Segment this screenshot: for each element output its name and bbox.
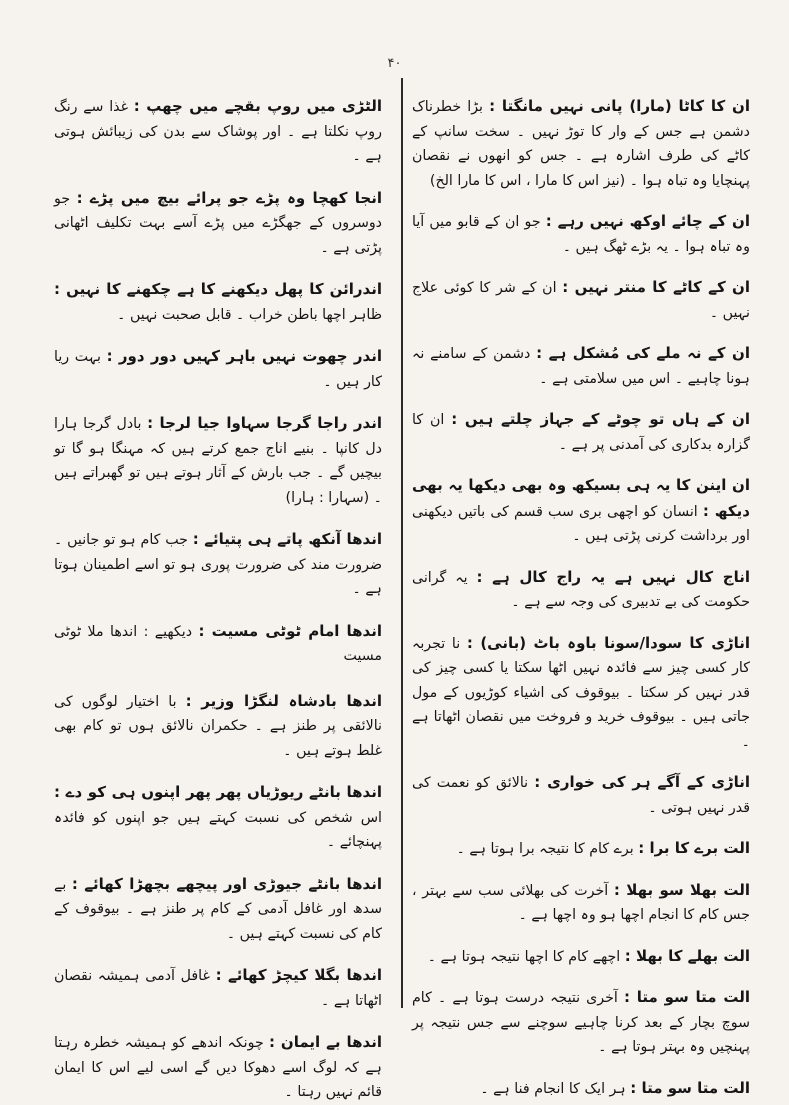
dictionary-entry — [412, 209, 750, 259]
entry-definition: چونکہ اندھے کو ہمیشہ خطرہ رہتا ہے کہ لوگ اسے دھوکا دیں گے اسی لیے اس کا ایمان قائم نہیں رہتا ۔ — [54, 1035, 382, 1101]
entry-headword: اندر چھوت نہیں باہر کہیں دور دور : — [106, 347, 382, 366]
dictionary-entry — [412, 836, 750, 862]
dictionary-entry — [412, 1076, 750, 1102]
entry-headword: اندھا بے ایمان : — [268, 1033, 382, 1052]
entry-definition: انسان کو اچھی بری سب قسم کی باتیں دیکھنی اور برداشت کرنی پڑتی ہیں ۔ — [412, 503, 750, 545]
entry-headword: اندھا امام ٹوٹی مسیت : — [198, 621, 382, 640]
dictionary-entry — [54, 344, 382, 394]
entry-headword: الت متا سو متا : — [630, 1078, 750, 1097]
entry-definition: آخری نتیجہ درست ہوتا ہے ۔ کام سوچ بچار کے بعد کرنا چاہیے سوچنے سے جس نتیجہ پر پہنچیں وہ بہتر ہوتا ہے ۔ — [412, 990, 750, 1056]
entry-definition: اچھے کام کا اچھا نتیجہ ہوتا ہے ۔ — [427, 948, 621, 965]
entry-headword: اناڑی کا سودا/سونا باوہ باٹ (بانی) : — [466, 633, 750, 652]
entry-definition: برے کام کا نتیجہ برا ہوتا ہے ۔ — [456, 841, 634, 858]
entry-definition: با اختیار لوگوں کی نالائقی پر طنز ہے ۔ حکمران نالائق ہوں تو کام بھی غلط ہوتے ہیں ۔ — [54, 693, 382, 759]
entry-definition: دشمن کے سامنے نہ ہونا چاہیے ۔ اس میں سلامتی ہے ۔ — [412, 346, 750, 387]
entry-definition: بڑا خطرناک دشمن ہے جس کے وار کا توڑ نہیں ۔ سخت سانپ کے کاٹے کی طرف اشارہ ہے ۔ جس کو انھوں نے نقصان پہنچایا وہ تباہ ہوا ۔ (نیز اس کا مارا ، اس کا مارا الخ) — [412, 99, 750, 189]
entry-definition: ان کے شر کا کوئی علاج نہیں ۔ — [412, 280, 750, 321]
entry-headword: اندھا بادشاہ لنگڑا وزیر : — [185, 691, 382, 710]
entry-headword: الت برے کا برا : — [638, 839, 750, 858]
entry-headword: الت بھلا سو بھلا : — [613, 880, 751, 899]
dictionary-entry — [412, 565, 750, 615]
entry-headword: اندھا بانٹے جیوڑی اور پیچھے بچھڑا کھائے : — [71, 874, 382, 893]
entry-definition: بے سدھ اور غافل آدمی کے کام پر طنز ہے ۔ بیوقوف کے کام کی نسبت کہتے ہیں ۔ — [54, 876, 382, 942]
entry-definition: نالائق کو نعمت کی قدر نہیں ہوتی ۔ — [412, 775, 750, 816]
entry-headword: اندھا آنکھ پاتے ہی پتیائے : — [192, 530, 382, 549]
entry-headword: اندھا بانٹے ریوڑیاں پھر پھر اپنوں ہی کو دے : — [54, 783, 382, 802]
entry-headword: اندھا بگلا کیچڑ کھائے : — [215, 966, 382, 985]
dictionary-entry — [54, 689, 382, 764]
entry-headword: ان کے چائے اوکھ نہیں رہے : — [545, 212, 751, 231]
entry-headword: اندر راجا گرجا سہاوا جیا لرجا : — [147, 414, 382, 433]
entry-definition: دیکھیے : اندھا ملا ٹوٹی مسیت — [54, 623, 382, 665]
left-column — [54, 80, 383, 1101]
dictionary-entry — [412, 341, 750, 391]
dictionary-entry — [54, 963, 382, 1013]
dictionary-entry — [54, 1030, 382, 1105]
entry-definition: غافل آدمی ہمیشہ نقصان اٹھاتا ہے ۔ — [54, 968, 382, 1009]
dictionary-entry — [412, 770, 750, 820]
entry-definition: بہت ریا کار ہیں ۔ — [54, 349, 382, 390]
column-divider — [401, 78, 403, 1008]
entry-headword: ان کے نہ ملے کی مُشکل ہے : — [536, 344, 750, 363]
dictionary-entry — [54, 186, 382, 261]
dictionary-entry — [412, 407, 750, 457]
entry-definition: جو دوسروں کے جھگڑے میں پڑے آسے بہت تکلیف اٹھانی پڑتی ہے ۔ — [54, 190, 382, 256]
right-column — [412, 80, 751, 1097]
entry-headword: الٹڑی میں روپ بقچے میں چھپ : — [133, 97, 383, 116]
entry-definition: غذا سے رنگ روپ نکلتا ہے ۔ اور پوشاک سے بدن کی زیبائش ہوتی ہے ۔ — [54, 99, 382, 165]
entry-definition: نا تجربہ کار کسی چیز سے فائدہ نہیں اٹھا سکتا یا کسی چیز کی قدر نہیں کر سکتا ۔ بیوقوف کی اشیاء کوڑیوں کے مول جاتی ہیں ۔ بیوقوف خرید و فروخت میں نقصان اٹھاتا ہے ۔ — [412, 635, 750, 750]
entry-headword: اناج کال نہیں ہے یہ راج کال ہے : — [476, 567, 750, 586]
entry-definition: ان کا گزارہ بدکاری کی آمدنی پر ہے ۔ — [412, 412, 750, 453]
dictionary-entry — [54, 780, 382, 855]
entry-headword: الت متا سو متا : — [623, 988, 751, 1007]
entry-headword: ان کے کاٹے کا منتر نہیں : — [562, 278, 750, 297]
dictionary-entry — [54, 277, 382, 327]
dictionary-entry — [412, 985, 750, 1060]
dictionary-entry — [412, 631, 750, 755]
entry-definition: یہ گرانی حکومت کی بے تدبیری کی وجہ سے ہے ۔ — [412, 569, 750, 611]
dictionary-entry — [412, 94, 750, 193]
entry-headword: ان کے ہاں تو چوٹے کے جہاز چلتے ہیں : — [451, 410, 750, 429]
dictionary-entry — [54, 872, 382, 947]
dictionary-entry — [54, 619, 382, 669]
entry-definition: ہر ایک کا انجام فنا ہے ۔ — [480, 1080, 626, 1097]
entry-definition: جب کام ہو تو جانیں ۔ ضرورت مند کی ضرورت پوری ہو تو اسے اطمینان ہوتا ہے ۔ — [54, 532, 382, 598]
entry-headword: انجا کھچا وہ پڑے جو پرائے بیچ میں پڑے : — [76, 188, 382, 207]
dictionary-entry — [412, 275, 750, 325]
entry-headword: ان اینن کا یہ ہی بسیکھ وہ بھی دیکھا یہ بھی دیکھ : — [412, 476, 750, 520]
entry-definition: آخرت کی بھلائی سب سے بہتر ، جس کام کا انجام اچھا ہو وہ اچھا ہے ۔ — [412, 882, 750, 924]
entry-headword: الت بھلے کا بھلا : — [624, 946, 750, 965]
entry-definition: ظاہر اچھا باطن خراب ۔ قابل صحبت نہیں ۔ — [117, 306, 382, 323]
entry-definition: بادل گرجا ہارا دل کانپا ۔ بنیے اناج جمع کرتے ہیں کہ مہنگا ہو گا تو بیچیں گے ۔ جب بارش کے آثار ہوتے ہیں تو گھبراتے ہیں ۔ (سہارا : ہارا) — [54, 416, 382, 506]
dictionary-entry — [54, 411, 382, 510]
page-number: ۴۰ — [387, 56, 402, 71]
dictionary-entry — [54, 527, 382, 602]
dictionary-entry — [412, 473, 750, 549]
dictionary-entry — [54, 94, 382, 169]
dictionary-entry — [412, 878, 750, 928]
entry-definition: جو ان کے قابو میں آیا وہ تباہ ہوا ۔ یہ بڑے ٹھگ ہیں ۔ — [412, 214, 750, 255]
dictionary-entry — [412, 944, 750, 970]
entry-headword: اندرائن کا پھل دیکھنے کا ہے چکھنے کا نہیں : — [54, 280, 382, 299]
entry-headword: اناڑی کے آگے ہر کی خواری : — [534, 773, 751, 792]
entry-definition: اس شخص کی نسبت کہتے ہیں جو اپنوں کو فائدہ پہنچائے ۔ — [54, 809, 382, 851]
entry-headword: ان کا کاٹا (مارا) پانی نہیں مانگتا : — [489, 97, 751, 116]
